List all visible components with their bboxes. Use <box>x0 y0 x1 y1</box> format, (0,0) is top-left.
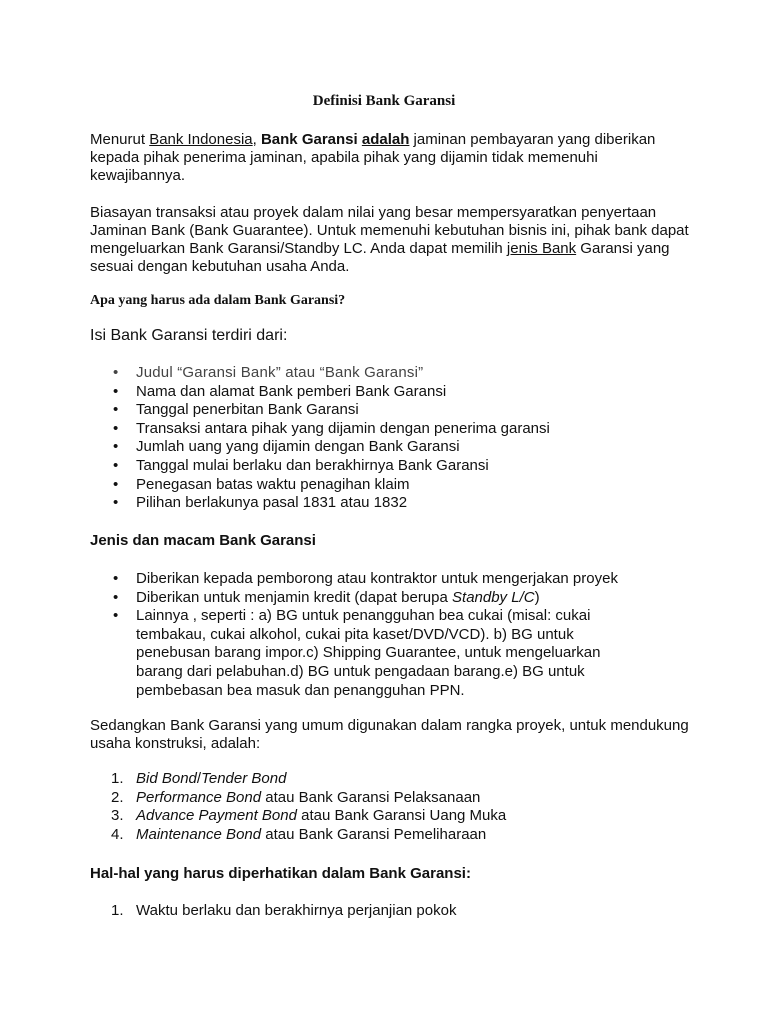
types-list <box>0 570 656 700</box>
list-number: 4. <box>111 825 124 843</box>
heading-contents: Apa yang harus ada dalam Bank Garansi? <box>90 293 346 308</box>
list-item: • Tanggal mulai berlaku dan berakhirnya Bank Garansi <box>0 457 656 476</box>
bond-description: atau Bank Garansi Pemeliharaan <box>261 825 487 843</box>
bank-indonesia-link[interactable]: Bank Indonesia <box>149 131 253 148</box>
bond-separator: / <box>196 770 202 787</box>
list-item: • Jumlah uang yang dijamin dengan Bank Garansi <box>0 438 656 457</box>
paragraph-construction: Sedangkan Bank Garansi yang umum digunakan dalam rangka proyek, untuk mendukung usaha konstruksi, adalah: <box>90 717 689 752</box>
list-item: • Judul “Garansi Bank” atau “Bank Garansi” <box>0 364 656 383</box>
para2-text: Biasayan transaksi atau proyek dalam nilai yang besar mempersyaratkan penyertaan Jaminan Bank (Bank Guarantee). Untuk memenuhi kebutuhan bisnis ini, pihak bank dapat mengeluarkan Bank Garansi/Standby LC. Anda dapat memilih <box>90 204 689 257</box>
bond-description: atau Bank Garansi Uang Muka <box>296 807 507 825</box>
bond-term: Bid Bond <box>136 770 197 787</box>
para1-comma: , <box>252 131 261 148</box>
list-number: 3. <box>111 807 124 825</box>
bond-term: Performance Bond <box>136 788 262 806</box>
list-item: • Tanggal penerbitan Bank Garansi <box>0 401 656 420</box>
adalah-link[interactable]: adalah <box>361 131 410 148</box>
paragraph-definition <box>90 131 690 185</box>
list-item <box>0 589 656 608</box>
list-number: 1. <box>111 902 124 919</box>
list-item: • Penegasan batas waktu penagihan klaim <box>0 476 656 495</box>
bond-list <box>0 770 656 844</box>
list-item <box>0 770 656 789</box>
list-item: • Nama dan alamat Bank pemberi Bank Garansi <box>0 383 656 402</box>
list-item: • Pilihan berlakunya pasal 1831 atau 1832 <box>0 494 656 513</box>
bond-description: atau Bank Garansi Pelaksanaan <box>261 788 481 806</box>
considerations-list <box>0 902 656 921</box>
heading-considerations: Hal-hal yang harus diperhatikan dalam Bank Garansi: <box>90 865 471 882</box>
bond-term: Maintenance Bond <box>136 825 262 843</box>
list-item <box>0 826 656 845</box>
bond-term: Advance Payment Bond <box>136 807 297 825</box>
para1-text-end: jaminan pembayaran yang diberikan kepada pihak penerima jaminan, apabila pihak yang dijamin tidak memenuhi kewajibannya. <box>90 131 656 184</box>
bond-term: Tender Bond <box>201 770 287 787</box>
standby-lc-term: Standby L/C <box>452 588 535 606</box>
list-item <box>0 902 656 921</box>
paragraph-transaction <box>90 204 690 276</box>
list-item: • Lainnya , seperti : a) BG untuk penangguhan bea cukai (misal: cukai tembakau, cukai alkohol, cukai pita kaset/DVD/VCD). b) BG untuk penebusan barang impor.c) Shipping Guarantee, untuk mengeluarkan barang dari pelabuhan.d) BG untuk pengadaan barang.e) BG untuk pembebasan bea masuk dan penangguhan PPN. <box>0 607 648 700</box>
item2-close: ) <box>534 588 540 606</box>
page-title: Definisi Bank Garansi <box>312 93 456 109</box>
bank-garansi-term: Bank Garansi <box>260 131 358 148</box>
para2-text-end: Garansi yang sesuai dengan kebutuhan usaha Anda. <box>90 240 670 275</box>
jenis-bank-link[interactable]: jenis Bank <box>506 240 577 257</box>
consideration-text: Waktu berlaku dan berakhirnya perjanjian pokok <box>136 902 457 919</box>
list-item <box>0 807 656 826</box>
list-item <box>0 789 656 808</box>
list-item: • Transaksi antara pihak yang dijamin dengan penerima garansi <box>0 420 656 439</box>
list-number: 1. <box>111 770 124 787</box>
item2-text: Diberikan untuk menjamin kredit (dapat berupa <box>136 588 453 606</box>
list-item: • Diberikan kepada pemborong atau kontraktor untuk mengerjakan proyek <box>0 570 656 589</box>
heading-types: Jenis dan macam Bank Garansi <box>90 532 316 549</box>
list-number: 2. <box>111 788 124 806</box>
contents-list <box>0 364 656 513</box>
intro-contents: Isi Bank Garansi terdiri dari: <box>90 327 288 344</box>
para1-text-start: Menurut <box>90 131 150 148</box>
